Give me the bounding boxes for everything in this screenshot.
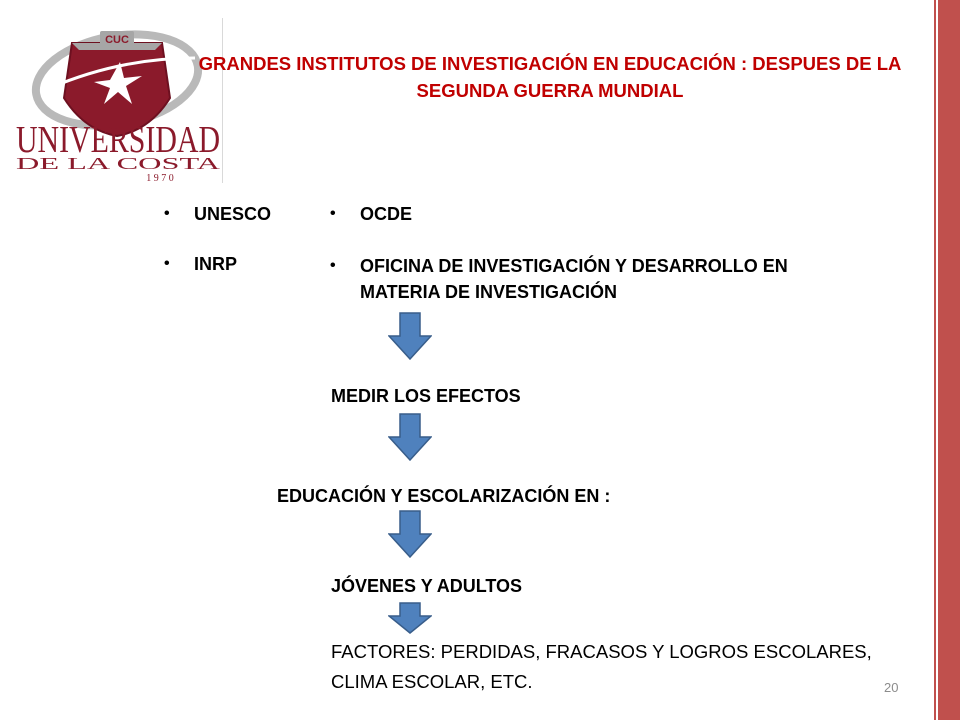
bullet-dot: • [330, 205, 336, 222]
logo-year: 1 9 7 0 [146, 173, 174, 183]
logo-badge-text: CUC [105, 34, 129, 46]
down-arrow-icon [388, 413, 432, 461]
bullet-label: OFICINA DE INVESTIGACIÓN Y DESARROLLO EN MATERIA DE INVESTIGACIÓN [360, 256, 788, 302]
bullet-label: INRP [194, 254, 238, 274]
bullet-ocde [330, 201, 412, 227]
bullet-inrp [164, 251, 237, 277]
right-accent-line [936, 0, 938, 720]
down-arrow-icon [388, 602, 432, 634]
flow-step-medir: MEDIR LOS EFECTOS [331, 386, 521, 406]
down-arrow-icon [388, 510, 432, 558]
bullet-dot: • [330, 257, 336, 274]
flow-step-factores-line2: CLIMA ESCOLAR, ETC. [331, 671, 533, 692]
bullet-oficina [330, 253, 810, 305]
down-arrow-icon [388, 312, 432, 360]
bullet-label: OCDE [360, 204, 413, 224]
bullet-unesco [164, 201, 271, 227]
bullet-dot: • [164, 255, 170, 272]
logo-name-line1: UNIVERSIDAD [16, 119, 220, 161]
flow-step-educacion: EDUCACIÓN Y ESCOLARIZACIÓN EN : [277, 486, 611, 506]
bullet-dot: • [164, 205, 170, 222]
flow-step-jovenes: JÓVENES Y ADULTOS [331, 576, 523, 596]
page-number: 20 [884, 680, 899, 695]
flow-step-factores-line1: FACTORES: PERDIDAS, FRACASOS Y LOGROS ESCOLARES, [331, 641, 872, 662]
slide-title: GRANDES INSTITUTOS DE INVESTIGACIÓN EN EDUCACIÓN : DESPUES DE LA SEGUNDA GUERRA MUNDIAL [198, 53, 902, 101]
bullet-label: UNESCO [194, 204, 272, 224]
logo-name-line2: DE LA COSTA [16, 154, 222, 173]
